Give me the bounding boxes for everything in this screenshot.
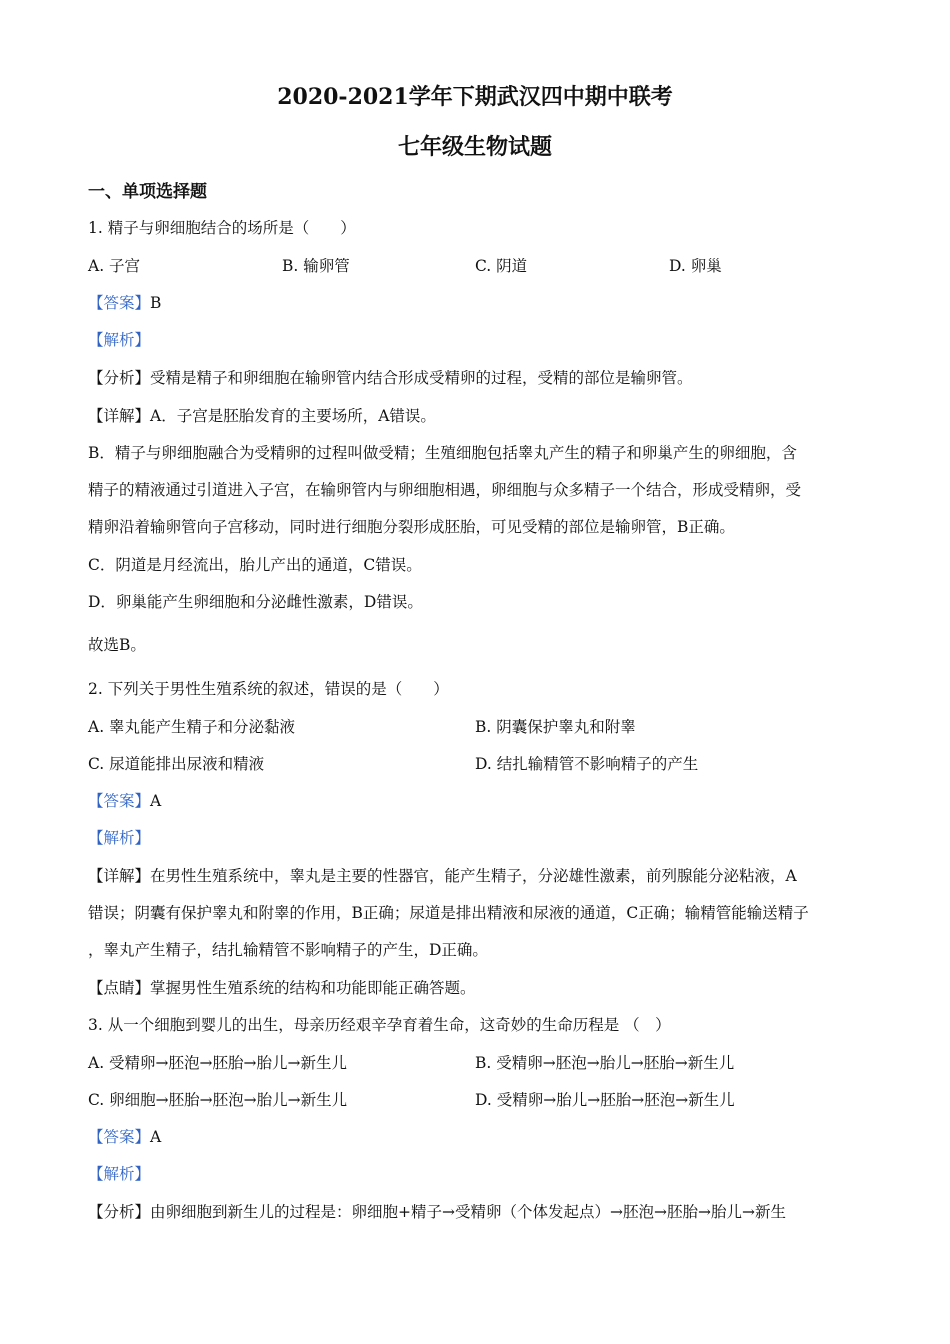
analysis-tag: 【解析】 — [88, 829, 151, 847]
question-2-detail-line3: ，睾丸产生精子，结扎输精管不影响精子的产生，D正确。 — [88, 941, 488, 959]
question-2-detail-line2: 错误；阴囊有保护睾丸和附睾的作用，B正确；尿道是排出精液和尿液的通道，C正确；输精管能输送精子 — [88, 904, 809, 922]
question-1-option-b: B. 输卵管 — [282, 257, 350, 275]
question-1-option-d: D. 卵巢 — [669, 257, 722, 275]
question-1-stem: 1. 精子与卵细胞结合的场所是（ ） — [88, 219, 356, 237]
question-3-option-d: D. 受精卵→胎儿→胚胎→胚泡→新生儿 — [475, 1091, 735, 1109]
answer-tag: 【答案】 — [88, 792, 151, 810]
answer-value: A — [150, 792, 162, 810]
question-2-answer — [88, 789, 161, 813]
exam-title: 2020-2021学年下期武汉四中期中联考 — [277, 84, 673, 110]
question-1-option-a: A. 子宫 — [88, 257, 141, 275]
fenxi-text: 由卵细胞到新生儿的过程是：卵细胞+精子→受精卵（个体发起点）→胚泡→胚胎→胎儿→新生 — [150, 1203, 786, 1221]
answer-tag: 【答案】 — [88, 294, 151, 312]
section-heading: 一、单项选择题 — [88, 182, 207, 202]
analysis-tag: 【解析】 — [88, 331, 151, 349]
question-1-fenxi — [88, 366, 693, 390]
question-2-option-a: A. 睾丸能产生精子和分泌黏液 — [88, 718, 296, 736]
question-3-stem: 3. 从一个细胞到婴儿的出生，母亲历经艰辛孕育着生命，这奇妙的生命历程是 （ ） — [88, 1016, 671, 1034]
question-1-detail-b-line2: 精子的精液通过引道进入子宫，在输卵管内与卵细胞相遇，卵细胞与众多精子一个结合，形成受精卵，受 — [88, 481, 802, 499]
question-1-detail-c: C．阴道是月经流出，胎儿产出的通道，C错误。 — [88, 556, 422, 574]
dianjing-text: 掌握男性生殖系统的结构和功能即能正确答题。 — [150, 979, 476, 997]
answer-tag: 【答案】 — [88, 1128, 151, 1146]
question-1-detail-a — [88, 404, 436, 428]
question-2-dianjing — [88, 976, 476, 1000]
question-3-option-b: B. 受精卵→胚泡→胎儿→胚胎→新生儿 — [475, 1054, 735, 1072]
question-2-stem: 2. 下列关于男性生殖系统的叙述，错误的是（ ） — [88, 680, 449, 698]
question-1-conclusion: 故选B。 — [88, 636, 146, 654]
question-2-option-c: C. 尿道能排出尿液和精液 — [88, 755, 265, 773]
question-2-analysis-tag — [88, 826, 150, 850]
question-1-option-c: C. 阴道 — [475, 257, 528, 275]
question-2-detail-line1 — [88, 864, 797, 888]
answer-value: A — [150, 1128, 162, 1146]
question-1-detail-b-line1: B．精子与卵细胞融合为受精卵的过程叫做受精；生殖细胞包括睾丸产生的精子和卵巢产生的卵细胞，含 — [88, 444, 797, 462]
question-1-detail-d: D．卵巢能产生卵细胞和分泌雌性激素，D错误。 — [88, 593, 423, 611]
detail-text: 在男性生殖系统中，睾丸是主要的性器官，能产生精子，分泌雄性激素，前列腺能分泌粘液，A — [150, 867, 797, 885]
question-1-analysis-tag — [88, 328, 150, 352]
question-3-analysis-tag — [88, 1162, 150, 1186]
dianjing-tag: 【点睛】 — [88, 979, 151, 997]
question-3-answer — [88, 1125, 161, 1149]
question-1-answer — [88, 291, 161, 315]
analysis-tag: 【解析】 — [88, 1165, 151, 1183]
question-3-option-a: A. 受精卵→胚泡→胚胎→胎儿→新生儿 — [88, 1054, 347, 1072]
fenxi-text: 受精是精子和卵细胞在输卵管内结合形成受精卵的过程，受精的部位是输卵管。 — [150, 369, 693, 387]
detail-tag: 【详解】 — [88, 867, 151, 885]
detail-text: A．子宫是胚胎发育的主要场所，A错误。 — [150, 407, 436, 425]
exam-subtitle: 七年级生物试题 — [397, 134, 552, 160]
question-2-option-d: D. 结扎输精管不影响精子的产生 — [475, 755, 699, 773]
fenxi-tag: 【分析】 — [88, 1203, 151, 1221]
question-3-option-c: C. 卵细胞→胚胎→胚泡→胎儿→新生儿 — [88, 1091, 348, 1109]
answer-value: B — [150, 294, 162, 312]
fenxi-tag: 【分析】 — [88, 369, 151, 387]
detail-tag: 【详解】 — [88, 407, 151, 425]
question-2-option-b: B. 阴囊保护睾丸和附睾 — [475, 718, 636, 736]
question-1-detail-b-line3: 精卵沿着输卵管向子宫移动，同时进行细胞分裂形成胚胎，可见受精的部位是输卵管，B正确。 — [88, 518, 735, 536]
question-3-fenxi — [88, 1200, 786, 1224]
